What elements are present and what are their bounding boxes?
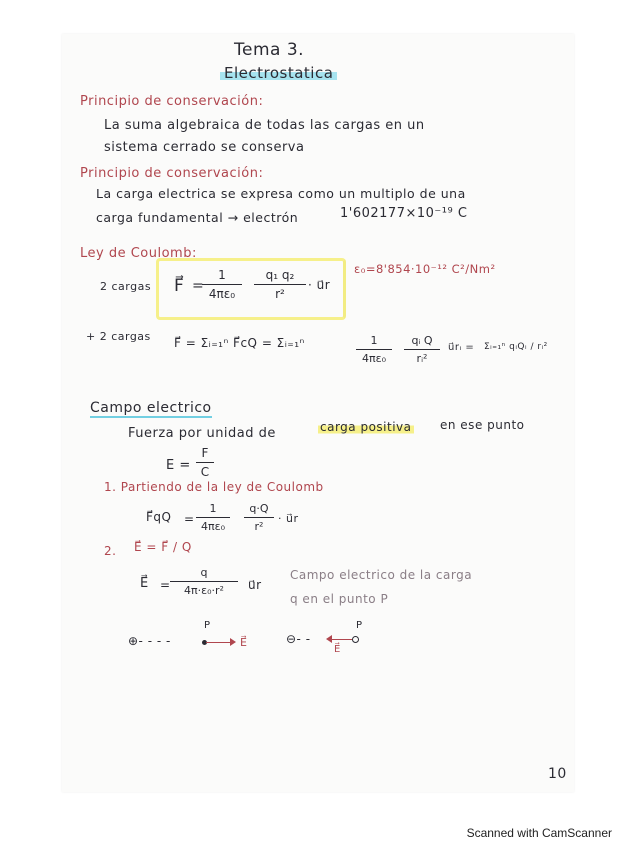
numerator-qQ: q·Q: [249, 502, 269, 515]
unit-vector-ur: · u⃗r: [278, 512, 299, 525]
field-note-line-1: Campo electrico de la carga: [290, 568, 473, 582]
two-charges-label: 2 cargas: [100, 280, 152, 293]
step-1-text: 1. Partiendo de la ley de Coulomb: [104, 480, 324, 494]
field-fraction: [196, 446, 214, 479]
unit-vector-uri: u⃗rᵢ =: [448, 342, 475, 353]
more-charges-label: + 2 cargas: [86, 330, 151, 343]
fraction-bar: [404, 349, 440, 350]
field-over-q: E⃗ = F⃗ / Q: [134, 540, 192, 554]
denominator-r2: r²: [275, 287, 285, 301]
point-p-label-2: P: [356, 620, 363, 631]
denominator-r2: r²: [254, 520, 264, 533]
fraction-bar: [202, 284, 242, 285]
sum-constant-fraction: [356, 334, 392, 365]
page-number: 10: [548, 766, 567, 782]
equals-sign: =: [160, 578, 171, 592]
sum-end: Σᵢ₌₁ⁿ qᵢQᵢ / rᵢ²: [484, 342, 548, 352]
field-definition-b: en ese punto: [440, 418, 525, 432]
numerator-q: q: [200, 566, 208, 579]
force-qQ: F⃗qQ: [146, 510, 172, 524]
fraction-bar: [170, 581, 238, 582]
principle-2-line-1: La carga electrica se expresa como un multiplo de una: [96, 186, 466, 201]
principle-2-heading: Principio de conservación:: [80, 166, 264, 181]
step1-constant-fraction: [196, 502, 230, 533]
sum-charges-fraction: [404, 334, 440, 365]
charges-fraction: [254, 268, 306, 301]
field-arrow-right: [206, 642, 232, 643]
equals-sign: =: [184, 512, 195, 526]
denominator-4pie0r2: 4π·ε₀·r²: [184, 584, 224, 597]
unit-vector-ur: u⃗r: [248, 578, 262, 592]
field-arrow-label: E⃗: [240, 636, 248, 649]
force-vector: F⃗: [174, 276, 185, 296]
step-2-label: 2.: [104, 544, 117, 558]
equals-sign: =: [192, 278, 205, 294]
field-arrow-left: [330, 639, 352, 640]
page-subtitle: Electrostatica: [220, 64, 337, 82]
fraction-bar: [244, 517, 274, 518]
coulomb-heading: Ley de Coulomb:: [80, 246, 197, 261]
principle-2-line-2a: carga fundamental → electrón: [96, 210, 299, 225]
numerator-one: 1: [218, 268, 226, 282]
field-vector: E⃗: [140, 576, 149, 591]
positive-charge-diagram: ⊕- - - -: [128, 634, 171, 648]
electric-field-heading: Campo electrico: [90, 400, 212, 416]
arrowhead-left-icon: [326, 635, 332, 643]
fraction-bar: [254, 284, 306, 285]
numerator-qiQ: qᵢ Q: [411, 334, 433, 347]
field-note-line-2: q en el punto P: [290, 592, 389, 606]
fraction-bar: [196, 517, 230, 518]
unit-vector-ur: · u⃗r: [308, 278, 331, 292]
denominator-c: C: [200, 465, 210, 479]
denominator-4pie0: 4πε₀: [362, 352, 386, 365]
sum-formula: F⃗ = Σᵢ₌₁ⁿ F⃗cQ = Σᵢ₌₁ⁿ: [174, 336, 305, 350]
point-p-label: P: [204, 620, 211, 631]
numerator-one: 1: [209, 502, 217, 515]
page-title: Tema 3.: [234, 40, 305, 60]
step1-charges-fraction: [244, 502, 274, 533]
numerator-q1q2: q₁ q₂: [265, 268, 295, 282]
denominator-4pie0: 4πε₀: [208, 287, 236, 301]
numerator-one: 1: [370, 334, 378, 347]
field-definition-highlight: carga positiva: [320, 420, 412, 434]
electron-charge: 1'602177×10⁻¹⁹ C: [340, 206, 468, 221]
field-equation-lhs: E =: [166, 458, 191, 473]
field-arrow-label-2: E⃗: [334, 644, 341, 655]
scanner-watermark: Scanned with CamScanner: [466, 826, 612, 840]
field-definition-a: Fuerza por unidad de: [128, 426, 276, 441]
numerator-f: F: [201, 446, 209, 460]
denominator-ri2: rᵢ²: [416, 352, 428, 365]
principle-1-heading: Principio de conservación:: [80, 94, 264, 109]
point-p-dot-2: [352, 636, 359, 643]
denominator-4pie0: 4πε₀: [201, 520, 225, 533]
principle-1-line-2: sistema cerrado se conserva: [104, 140, 305, 155]
negative-charge-diagram: ⊖- -: [286, 632, 311, 646]
epsilon-zero-value: ε₀=8'854·10⁻¹² C²/Nm²: [354, 262, 496, 276]
fraction-bar: [356, 349, 392, 350]
coulomb-constant-fraction: [202, 268, 242, 301]
arrowhead-right-icon: [230, 638, 236, 646]
principle-1-line-1: La suma algebraica de todas las cargas en un: [104, 118, 425, 133]
fraction-bar: [196, 462, 214, 463]
step2-fraction: [170, 566, 238, 597]
